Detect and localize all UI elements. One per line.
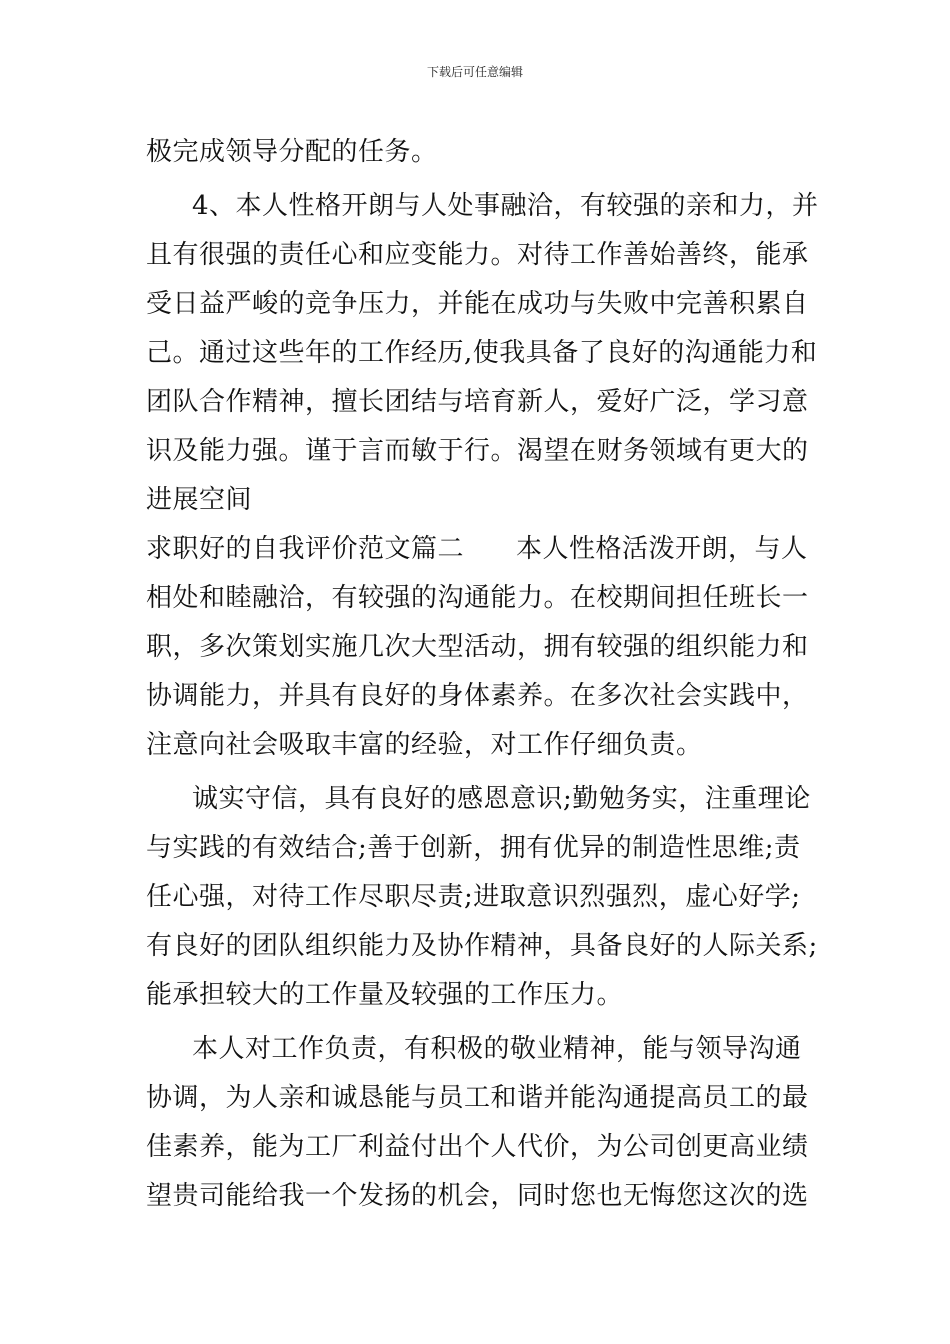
text-line: 极完成领导分配的任务。 <box>146 137 438 167</box>
text-line: 能承担较大的工作量及较强的工作压力。 <box>146 980 624 1010</box>
text-line: 进展空间 <box>146 485 253 515</box>
text-line: 己。通过这些年的工作经历,使我具备了良好的沟通能力和 <box>146 338 818 368</box>
document-body <box>146 128 819 1221</box>
paragraph-first-line: 诚实守信，具有良好的感恩意识;勤勉务实，注重理论 <box>192 784 811 814</box>
section-heading: 求职好的自我评价范文篇二 <box>146 534 465 564</box>
section-heading-line <box>146 525 806 574</box>
paragraph-first-line: 本人对工作负责，有积极的敬业精神，能与领导沟通 <box>192 1034 802 1064</box>
text-line: 望贵司能给我一个发扬的机会，同时您也无悔您这次的选 <box>146 1181 809 1211</box>
text-line: 协调，为人亲和诚恳能与员工和谐并能沟通提高员工的最 <box>146 1083 809 1113</box>
text-line: 与实践的有效结合;善于创新，拥有优异的制造性思维;责 <box>146 833 801 863</box>
text-line: 识及能力强。谨于言而敏于行。渴望在财务领域有更大的 <box>146 436 809 466</box>
page-header: 下载后可任意编辑 <box>426 65 523 79</box>
text-line: 团队合作精神，擅长团结与培育新人，爱好广泛，学习意 <box>146 387 809 417</box>
text-line: 注意向社会吸取丰富的经验，对工作仔细负责。 <box>146 730 703 760</box>
text-line: 协调能力，并具有良好的身体素养。在多次社会实践中， <box>146 681 809 711</box>
text-line: 职，多次策划实施几次大型活动，拥有较强的组织能力和 <box>146 632 809 662</box>
text-line: 受日益严峻的竞争压力，并能在成功与失败中完善积累自 <box>146 289 809 319</box>
text-line: 佳素养，能为工厂利益付出个人代价，为公司创更高业绩 <box>146 1132 809 1162</box>
section-first-sentence: 本人性格活泼开朗，与人 <box>516 534 808 564</box>
text-line: 有良好的团队组织能力及协作精神，具备良好的人际关系; <box>146 931 818 961</box>
text-line: 相处和睦融洽，有较强的沟通能力。在校期间担任班长一 <box>146 583 809 613</box>
paragraph-first-line: 4、本人性格开朗与人处事融洽，有较强的亲和力，并 <box>192 191 819 221</box>
text-line: 任心强，对待工作尽职尽责;进取意识烈强烈，虚心好学; <box>146 882 801 912</box>
text-line: 且有很强的责任心和应变能力。对待工作善始善终，能承 <box>146 240 809 270</box>
